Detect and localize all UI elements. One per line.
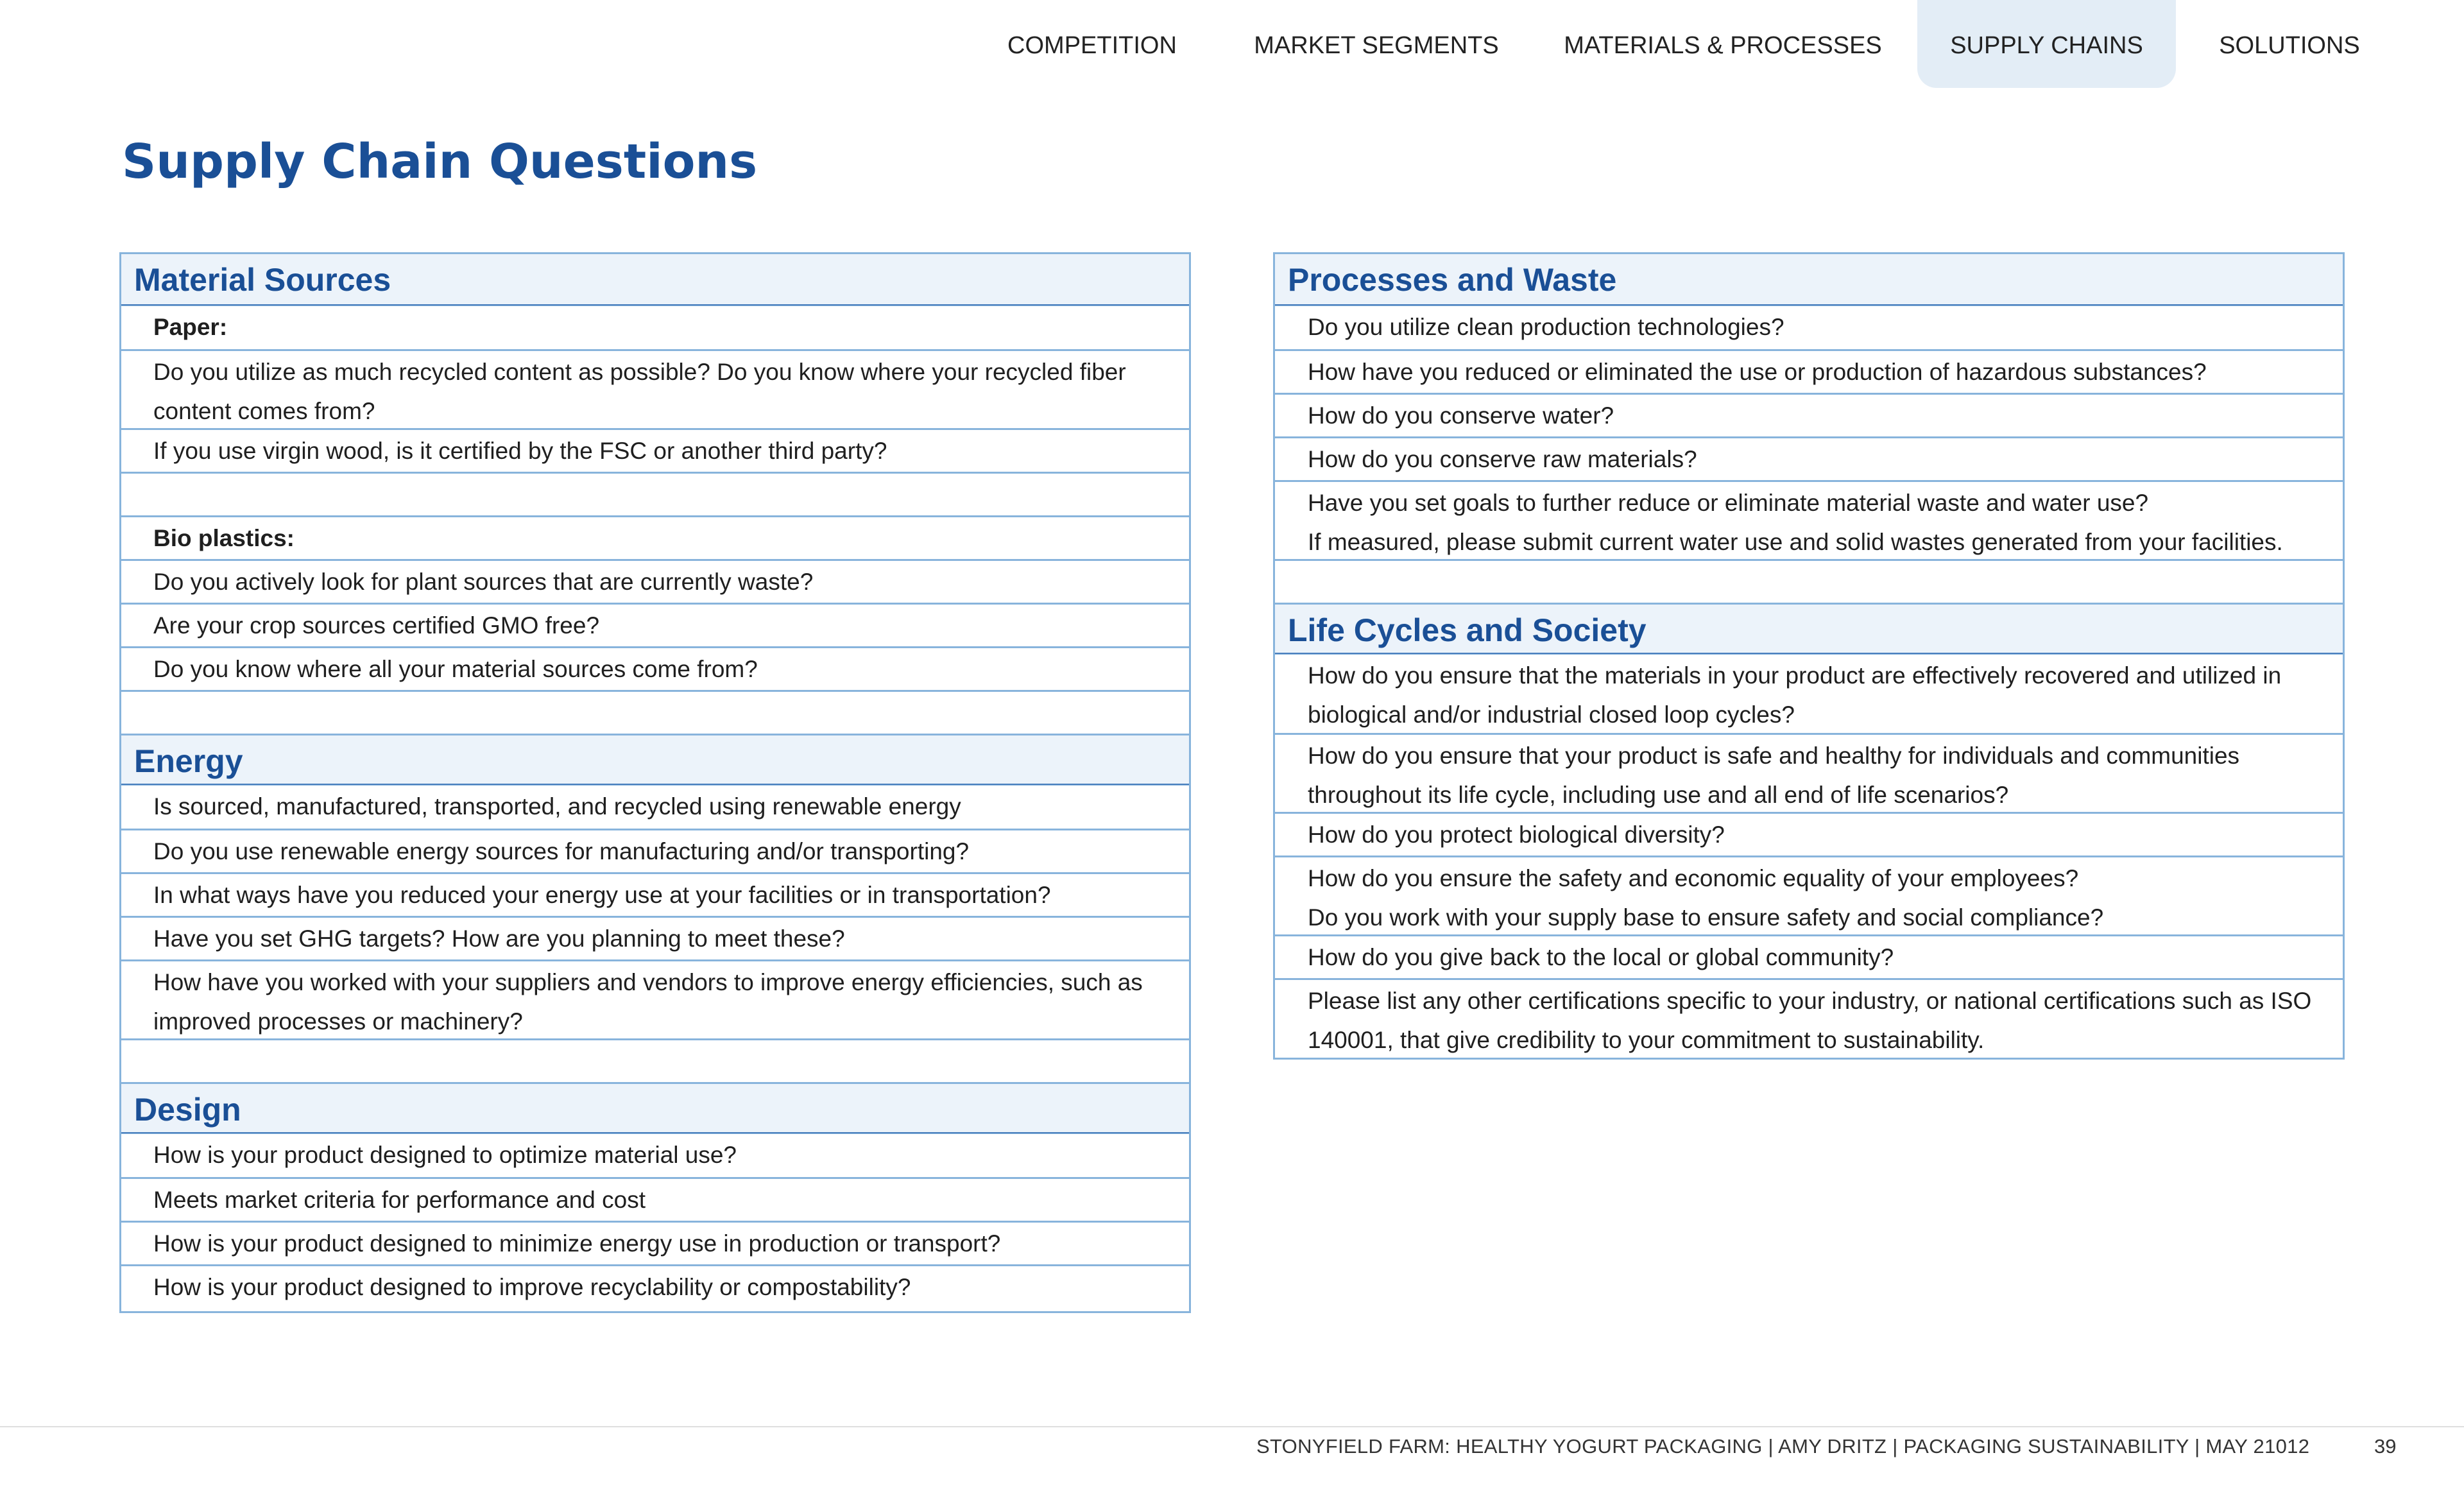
question-row: Do you utilize clean production technologies? xyxy=(1275,305,2343,349)
question-row: Please list any other certifications specific to your industry, or national certifications such as ISO 140001, that give credibility to your commitment to sustainability. xyxy=(1275,978,2343,1057)
subheading-bio-plastics: Bio plastics: xyxy=(121,515,1189,559)
page-number: 39 xyxy=(2374,1435,2397,1457)
question-line: Have you set goals to further reduce or eliminate material waste and water use? xyxy=(1308,490,2149,516)
section-heading-energy: Energy xyxy=(121,734,1189,785)
left-questions-panel xyxy=(119,252,1191,1313)
footer-divider xyxy=(0,1426,2464,1427)
question-row: Meets market criteria for performance and cost xyxy=(121,1177,1189,1221)
tab-competition[interactable]: COMPETITION xyxy=(1007,32,1177,59)
spacer-row xyxy=(121,1038,1189,1082)
question-row: How have you reduced or eliminated the use or production of hazardous substances? xyxy=(1275,349,2343,393)
tab-solutions[interactable]: SOLUTIONS xyxy=(2219,32,2360,59)
tab-market-segments[interactable]: MARKET SEGMENTS xyxy=(1254,32,1499,59)
section-heading-design: Design xyxy=(121,1082,1189,1133)
spacer-row xyxy=(121,472,1189,515)
spacer-row xyxy=(121,690,1189,734)
question-row: Do you utilize as much recycled content as possible? Do you know where your recycled fiber content comes from? xyxy=(121,349,1189,428)
question-row: If you use virgin wood, is it certified by the FSC or another third party? xyxy=(121,428,1189,472)
page-title: Supply Chain Questions xyxy=(122,134,758,189)
spacer-row xyxy=(1275,559,2343,603)
question-row: Is sourced, manufactured, transported, and recycled using renewable energy xyxy=(121,785,1189,829)
question-row: Do you know where all your material sources come from? xyxy=(121,646,1189,690)
tab-materials-processes[interactable]: MATERIALS & PROCESSES xyxy=(1564,32,1882,59)
section-heading-processes-waste: Processes and Waste xyxy=(1275,254,2343,305)
question-row xyxy=(1275,855,2343,934)
question-row xyxy=(1275,480,2343,559)
question-row: How do you protect biological diversity? xyxy=(1275,812,2343,855)
question-row: How do you conserve raw materials? xyxy=(1275,436,2343,480)
question-row: Are your crop sources certified GMO free? xyxy=(121,603,1189,646)
question-line: How do you ensure the safety and economic equality of your employees? xyxy=(1308,865,2079,891)
section-heading-material-sources: Material Sources xyxy=(121,254,1189,305)
right-questions-panel xyxy=(1273,252,2345,1060)
footer-credits: STONYFIELD FARM: HEALTHY YOGURT PACKAGING | AMY DRITZ | PACKAGING SUSTAINABILITY | MAY 21012 xyxy=(1256,1435,2310,1457)
top-nav xyxy=(0,0,2464,88)
question-row: Do you actively look for plant sources that are currently waste? xyxy=(121,559,1189,603)
section-heading-life-cycles-society: Life Cycles and Society xyxy=(1275,603,2343,654)
subheading-paper: Paper: xyxy=(121,305,1189,349)
question-row: How is your product designed to optimize material use? xyxy=(121,1133,1189,1177)
question-row: How have you worked with your suppliers and vendors to improve energy efficiencies, such as improved processes or machinery? xyxy=(121,959,1189,1038)
question-row: In what ways have you reduced your energy use at your facilities or in transportation? xyxy=(121,872,1189,916)
question-line: If measured, please submit current water use and solid wastes generated from your facilities. xyxy=(1308,529,2283,555)
question-row: How do you ensure that the materials in your product are effectively recovered and utilized in biological and/or industrial closed loop cycles? xyxy=(1275,654,2343,733)
question-row: How is your product designed to improve recyclability or compostability? xyxy=(121,1264,1189,1308)
question-row: Have you set GHG targets? How are you planning to meet these? xyxy=(121,916,1189,959)
tab-supply-chains[interactable]: SUPPLY CHAINS xyxy=(1917,0,2176,88)
question-row: How do you ensure that your product is safe and healthy for individuals and communities throughout its life cycle, including use and all end of life scenarios? xyxy=(1275,733,2343,812)
question-row: How do you give back to the local or global community? xyxy=(1275,934,2343,978)
question-row: How is your product designed to minimize energy use in production or transport? xyxy=(121,1221,1189,1264)
question-line: Do you work with your supply base to ensure safety and social compliance? xyxy=(1308,904,2104,931)
question-row: Do you use renewable energy sources for manufacturing and/or transporting? xyxy=(121,829,1189,872)
question-row: How do you conserve water? xyxy=(1275,393,2343,436)
